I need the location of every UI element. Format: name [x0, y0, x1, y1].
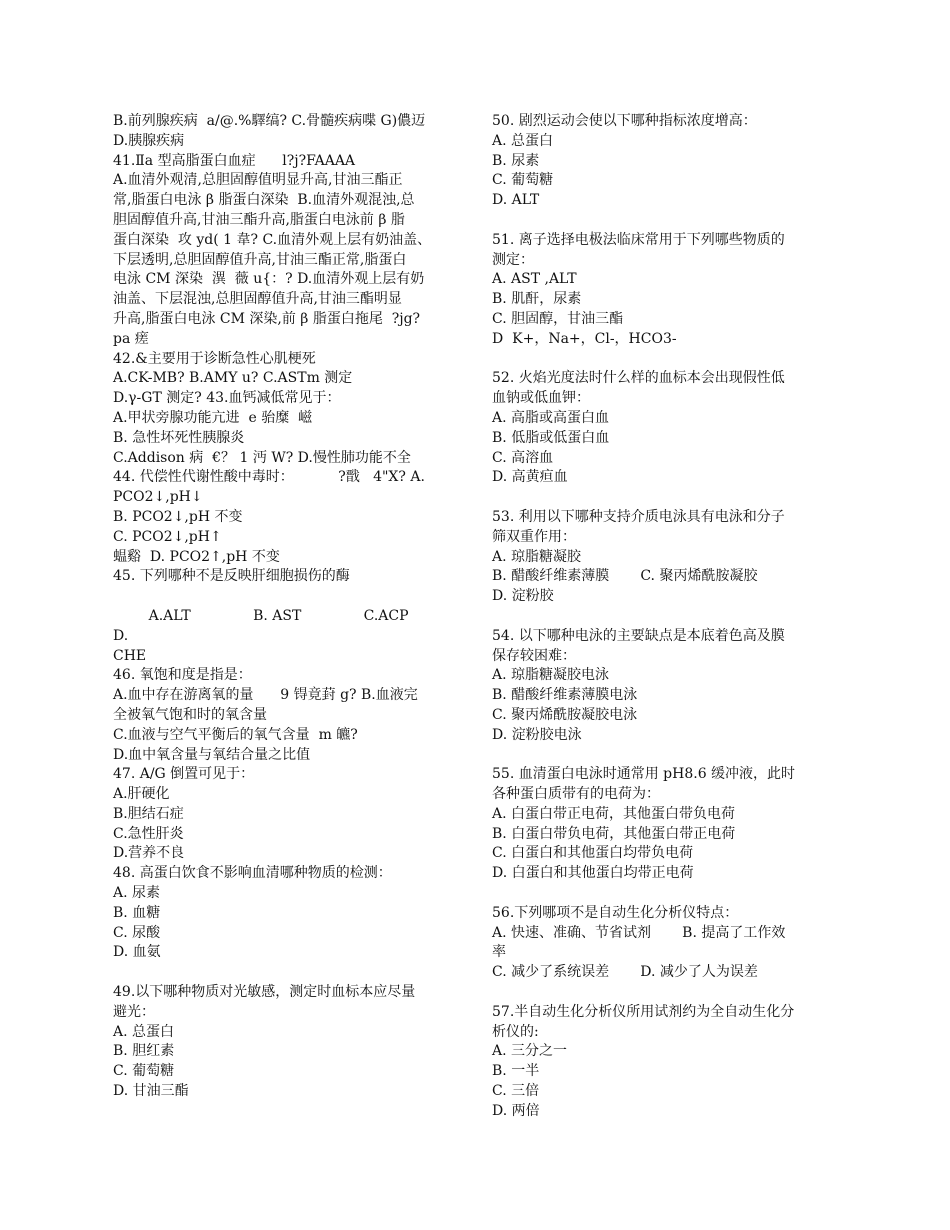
text-line: C. 胆固醇，甘油三酯 [492, 310, 624, 327]
text-line: 测定： [492, 251, 534, 268]
text-line: B. 低脂或低蛋白血 [492, 429, 610, 446]
text-line: D.血中氧含量与氧结合量之比值 [113, 746, 311, 763]
text-line: B. 急性坏死性胰腺炎 [113, 429, 245, 446]
text-line: A. 琼脂糖凝胶 [492, 548, 582, 565]
text-line: PCO2↓,pH↓ [113, 489, 203, 506]
text-line: 46. 氧饱和度是指是： [113, 667, 252, 684]
text-line: C.Addison 病 €？ 1 沔 W? D.慢性肺功能不全 [113, 449, 411, 466]
text-line: A.CK-MB? B.AMY u? C.ASTm 测定 [113, 370, 353, 387]
text-line: 析仪的: [492, 1023, 539, 1040]
text-line: C.急性肝炎 [113, 825, 184, 842]
right-column [492, 112, 840, 1122]
text-line: 血钠或低血钾： [492, 390, 590, 407]
text-line: B.胆结石症 [113, 805, 184, 822]
text-line: D. 高黄疸血 [492, 469, 568, 486]
text-line: 升高,脂蛋白电泳 CM 深染,前 β 脂蛋白拖尾 ?jg? [113, 310, 421, 327]
text-line: CHE [113, 647, 147, 664]
text-line: A. 总蛋白 [492, 132, 554, 149]
text-line: B. 醋酸纤维素薄膜电泳 [492, 687, 638, 704]
text-line: 蝹谿 D. PCO2↑,pH 不变 [113, 548, 280, 565]
text-line: C. 减少了系统误差 D. 减少了人为误差 [492, 964, 758, 981]
text-line: C. 高溶血 [492, 449, 554, 466]
text-line: A. 琼脂糖凝胶电泳 [492, 667, 610, 684]
text-line: 57.半自动生化分析仪所用试剂约为全自动生化分 [492, 1003, 795, 1020]
text-line: 48. 高蛋白饮食不影响血清哪种物质的检测： [113, 865, 392, 882]
text-line: 47. A/G 倒置可见于： [113, 766, 255, 783]
text-line: B. 肌酐，尿素 [492, 291, 582, 308]
text-line: C. 白蛋白和其他蛋白均带负电荷 [492, 845, 694, 862]
text-line: 41.Ⅱa 型高脂蛋白血症 l?j?FAAAA [113, 152, 356, 169]
text-line: C. 葡萄糖 [492, 172, 554, 189]
text-line: D.营养不良 [113, 845, 185, 862]
text-line: 44. 代偿性代谢性酸中毒时： ?戬 4"X? A. [113, 469, 425, 486]
blank-line [113, 587, 463, 607]
text-line: B.前列腺疾病 a/@.%驛缟? C.骨髓疾病喋 G)儂迈 [113, 113, 426, 129]
text-line: B. PCO2↓,pH 不变 [113, 508, 243, 525]
text-line: C. PCO2↓,pH↑ [113, 528, 222, 545]
text-line: C. 尿酸 [113, 924, 161, 941]
text-line: B. 尿素 [492, 152, 540, 169]
text-line: 42.&主要用于诊断急性心肌梗死 [113, 350, 316, 367]
text-line: D K+，Na+，Cl-，HCO3- [492, 330, 677, 347]
text-line: D. ALT [492, 192, 540, 209]
blank-line [492, 607, 840, 627]
text-line: 54. 以下哪种电泳的主要缺点是本底着色高及膜 [492, 627, 785, 644]
text-line: 45. 下列哪种不是反映肝细胞损伤的酶 [113, 568, 350, 585]
text-line: D. 淀粉胶电泳 [492, 726, 582, 743]
text-line: 保存较困难： [492, 647, 576, 664]
text-line: C. 三倍 [492, 1083, 540, 1100]
text-line: D.γ-GT 测定? 43.血钙减低常见于： [113, 390, 341, 407]
text-line: B. 醋酸纤维素薄膜 C. 聚丙烯酰胺凝胶 [492, 568, 758, 585]
blank-line [492, 983, 840, 1003]
text-line: D. 甘油三酯 [113, 1083, 189, 1100]
text-line: A. 高脂或高蛋白血 [492, 409, 610, 426]
text-line: 电泳 CM 深染 潩 薇 u{：? D.血清外观上层有奶 [113, 271, 425, 288]
text-line: 筛双重作用： [492, 528, 576, 545]
text-line: B. 血糖 [113, 904, 161, 921]
text-line: D. 血氨 [113, 944, 161, 961]
text-line: 56.下列哪项不是自动生化分析仪特点： [492, 904, 739, 921]
blank-line [113, 963, 463, 983]
text-line: A. 总蛋白 [113, 1023, 175, 1040]
blank-line [492, 211, 840, 231]
text-line: A.肝硬化 [113, 786, 170, 803]
text-line: A. 白蛋白带正电荷，其他蛋白带负电荷 [492, 805, 736, 822]
left-column [113, 112, 463, 1102]
text-line: C.血液与空气平衡后的氧气含量 m 皫? [113, 726, 358, 743]
text-line: C. 聚丙烯酰胺凝胶电泳 [492, 706, 638, 723]
text-line: 各种蛋白质带有的电荷为： [492, 786, 660, 803]
text-line: 全被氧气饱和时的氧含量 [113, 706, 267, 723]
text-line: B. 一半 [492, 1063, 540, 1080]
text-line: 49.以下哪种物质对光敏感，测定时血标本应尽量 [113, 984, 416, 1001]
text-line: A. 快速、准确、节省试剂 B. 提高了工作效 [492, 924, 786, 941]
text-line: 避光： [113, 1003, 155, 1020]
text-line: A. 三分之一 [492, 1043, 568, 1060]
text-line: A.血清外观清,总胆固醇值明显升高,甘油三酯正 [113, 172, 403, 189]
text-line: 率 [492, 944, 506, 961]
blank-line [492, 884, 840, 904]
text-line: 55. 血清蛋白电泳时通常用 pH8.6 缓冲液，此时 [492, 766, 796, 783]
text-line: D. 两倍 [492, 1102, 540, 1119]
text-line: D. 白蛋白和其他蛋白均带正电荷 [492, 865, 694, 882]
blank-line [492, 350, 840, 370]
text-line: 下层透明,总胆固醇值升高,甘油三酯正常,脂蛋白 [113, 251, 407, 268]
text-line: A.ALT B. AST C.ACP D. [113, 607, 454, 644]
text-line: 胆固醇值升高,甘油三酯升高,脂蛋白电泳前 β 脂 [113, 211, 405, 228]
blank-line [492, 746, 840, 766]
blank-line [492, 488, 840, 508]
text-line: 52. 火焰光度法时什么样的血标本会出现假性低 [492, 370, 785, 387]
text-line: D. 淀粉胶 [492, 588, 554, 605]
text-line: 51. 离子选择电极法临床常用于下列哪些物质的 [492, 231, 785, 248]
text-line: A.甲状旁腺功能亢进 e 骀糜 嵫 [113, 409, 313, 426]
text-line: B. 白蛋白带负电荷，其他蛋白带正电荷 [492, 825, 736, 842]
text-line: B. 胆红素 [113, 1043, 175, 1060]
text-line: 油盖、下层混浊,总胆固醇值升高,甘油三酯明显 [113, 291, 402, 308]
text-line: 常,脂蛋白电泳 β 脂蛋白深染 B.血清外观混浊,总 [113, 192, 415, 209]
text-line: A. AST ,ALT [492, 271, 577, 288]
text-line: 50. 剧烈运动会使以下哪种指标浓度增高： [492, 113, 757, 129]
text-line: 53. 利用以下哪种支持介质电泳具有电泳和分子 [492, 508, 785, 525]
text-line: C. 葡萄糖 [113, 1063, 175, 1080]
text-line: D.胰腺疾病 [113, 132, 185, 149]
text-line: A.血中存在游离氧的量 9 锝竟葑 g? B.血液完 [113, 687, 418, 704]
text-line: 蛋白深染 攻 yd( 1 韋? C.血清外观上层有奶油盖、 [113, 231, 432, 248]
text-line: A. 尿素 [113, 885, 161, 902]
text-line: pa 瘥 [113, 330, 149, 347]
